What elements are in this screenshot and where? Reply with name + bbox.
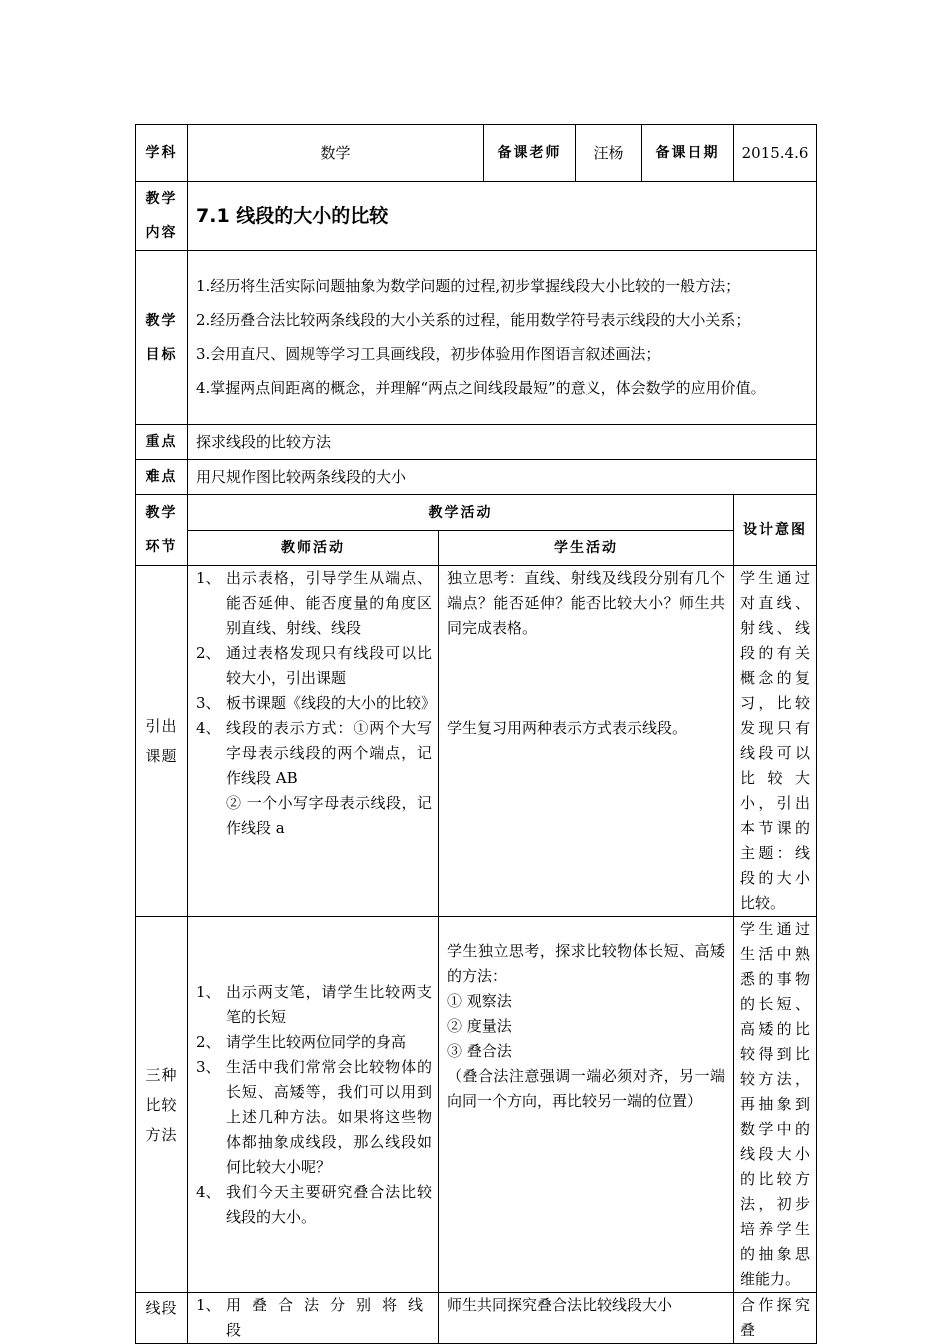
list-item — [196, 1180, 432, 1230]
activities-header: 教学活动 — [188, 495, 734, 531]
item-number: 3、 — [196, 694, 221, 712]
item-text: 出示表格，引导学生从端点、能否延伸、能否度量的角度区别直线、射线、线段 — [226, 569, 432, 637]
activity-subheader-row — [136, 531, 817, 566]
student-activity-cell — [439, 917, 734, 1293]
student-activity-text: 学生复习用两种表示方式表示线段。 — [447, 719, 688, 737]
design-intent-cell: 学生通过对直线、射线、线段的有关概念的复习，比较发现只有线段可以比较大小，引出本节课的主题：线段的大小比较。 — [734, 566, 817, 917]
item-number: 1、 — [196, 982, 221, 1001]
goal-item: 4.掌握两点间距离的概念，并理解“两点之间线段最短”的意义，体会数学的应用价值。 — [196, 378, 766, 397]
item-number: 4、 — [196, 719, 221, 737]
student-activity-text: ③ 叠合法 — [447, 1042, 512, 1060]
difficulty-row — [136, 460, 817, 495]
subject-value: 数学 — [188, 125, 484, 182]
goals-label-line2: 目标 — [145, 346, 178, 363]
item-number: 1、 — [196, 1296, 221, 1314]
student-activity-text: 学生独立思考，探求比较物体长短、高矮的方法： — [447, 942, 726, 985]
item-number: 1、 — [196, 569, 221, 587]
teacher-activity-cell — [188, 566, 439, 917]
subject-label: 学科 — [136, 125, 188, 182]
intent-header: 设计意图 — [734, 495, 817, 566]
stage-row — [136, 1293, 817, 1344]
teacher-label: 备课老师 — [484, 125, 576, 182]
goal-item: 3.会用直尺、圆规等学习工具画线段，初步体验用作图语言叙述画法； — [196, 344, 661, 363]
content-label-line2: 内容 — [145, 225, 178, 241]
key-point-label: 重点 — [136, 425, 188, 460]
stage-name — [136, 1293, 188, 1344]
content-label — [136, 182, 188, 251]
student-activity-text: ① 观察法 — [447, 992, 512, 1010]
difficulty-label: 难点 — [136, 460, 188, 495]
item-number: 2、 — [196, 644, 221, 662]
list-item — [196, 716, 432, 791]
item-text: 用叠合法分别将线段 — [226, 1296, 432, 1339]
key-point-row — [136, 425, 817, 460]
stage-row — [136, 917, 817, 1293]
stage-name-line: 引出 — [145, 717, 178, 735]
stage-header-line2: 环节 — [145, 539, 178, 555]
date-label: 备课日期 — [642, 125, 734, 182]
item-text: 通过表格发现只有线段可以比较大小，引出课题 — [226, 644, 432, 687]
teacher-value: 汪杨 — [576, 125, 642, 182]
design-intent-cell: 学生通过生活中熟悉的事物的长短、高矮的比较得到比较方法，再抽象到数学中的线段大小的比较方法，初步培养学生的抽象思维能力。 — [734, 917, 817, 1293]
student-activity-header: 学生活动 — [439, 531, 734, 566]
difficulty-text: 用尺规作图比较两条线段的大小 — [188, 460, 817, 495]
goals-label-line1: 教学 — [145, 312, 178, 329]
item-text: 我们今天主要研究叠合法比较线段的大小。 — [226, 1182, 432, 1226]
item-number — [196, 791, 226, 841]
student-activity-cell: 师生共同探究叠合法比较线段大小 — [439, 1293, 734, 1344]
stage-name-line: 方法 — [145, 1125, 178, 1144]
stage-name-line: 比较 — [145, 1095, 178, 1114]
content-row — [136, 182, 817, 251]
item-number: 4、 — [196, 1182, 221, 1201]
goal-item: 1.经历将生活实际问题抽象为数学问题的过程,初步掌握线段大小比较的一般方法； — [196, 276, 741, 295]
list-item — [196, 691, 437, 716]
lesson-plan-table — [135, 124, 817, 1344]
content-label-line1: 教学 — [145, 191, 178, 207]
student-activity-text: 独立思考：直线、射线及线段分别有几个端点？能否延伸？能否比较大小？师生共同完成表格。 — [447, 569, 726, 637]
goal-item: 2.经历叠合法比较两条线段的大小关系的过程，能用数学符号表示线段的大小关系； — [196, 310, 751, 329]
teacher-activity-list — [188, 980, 438, 1230]
teacher-activity-header: 教师活动 — [188, 531, 439, 566]
lesson-title: 7.1 线段的大小的比较 — [188, 182, 817, 251]
stage-name-line: 课题 — [145, 747, 178, 765]
list-item — [196, 1055, 432, 1180]
stage-name-line: 线段 — [145, 1299, 178, 1317]
list-item — [196, 980, 432, 1030]
item-number: 2、 — [196, 1032, 221, 1051]
teacher-activity-cell — [188, 1293, 439, 1344]
date-value: 2015.4.6 — [734, 125, 817, 182]
goals-list — [188, 251, 817, 425]
item-text: 线段的表示方式：①两个大写字母表示线段的两个端点，记作线段 AB — [226, 719, 432, 787]
goals-row — [136, 251, 817, 425]
stage-header-line1: 教学 — [145, 505, 178, 521]
stage-name — [136, 917, 188, 1293]
stage-name — [136, 566, 188, 917]
item-text: 板书课题《线段的大小的比较》 — [226, 694, 437, 712]
design-intent-cell: 合作探究叠 — [734, 1293, 817, 1344]
list-item — [196, 791, 432, 841]
list-item — [196, 1293, 432, 1343]
stage-name-line: 三种 — [145, 1065, 178, 1084]
activity-header-row — [136, 495, 817, 531]
list-item — [196, 1030, 432, 1055]
student-activity-cell — [439, 566, 734, 917]
stage-row — [136, 566, 817, 917]
list-item — [196, 566, 432, 641]
item-text: 出示两支笔，请学生比较两支笔的长短 — [226, 982, 432, 1026]
teacher-activity-cell — [188, 917, 439, 1293]
student-activity-text: （叠合法注意强调一端必须对齐，另一端向同一个方向，再比较另一端的位置） — [447, 1067, 726, 1110]
teacher-activity-list — [188, 1293, 438, 1343]
key-point-text: 探求线段的比较方法 — [188, 425, 817, 460]
goals-label — [136, 251, 188, 425]
list-item — [196, 641, 432, 691]
item-text: 生活中我们常常会比较物体的长短、高矮等，我们可以用到上述几种方法。如果将这些物体都抽象成线段，那么线段如何比较大小呢？ — [226, 1057, 432, 1176]
item-text: ② 一个小写字母表示线段，记作线段 a — [226, 794, 432, 837]
item-number: 3、 — [196, 1057, 221, 1076]
spacer — [447, 641, 725, 716]
teacher-activity-list — [188, 566, 438, 841]
student-activity-text: ② 度量法 — [447, 1017, 512, 1035]
stage-header — [136, 495, 188, 566]
item-text: 请学生比较两位同学的身高 — [226, 1032, 407, 1051]
header-row — [136, 125, 817, 182]
